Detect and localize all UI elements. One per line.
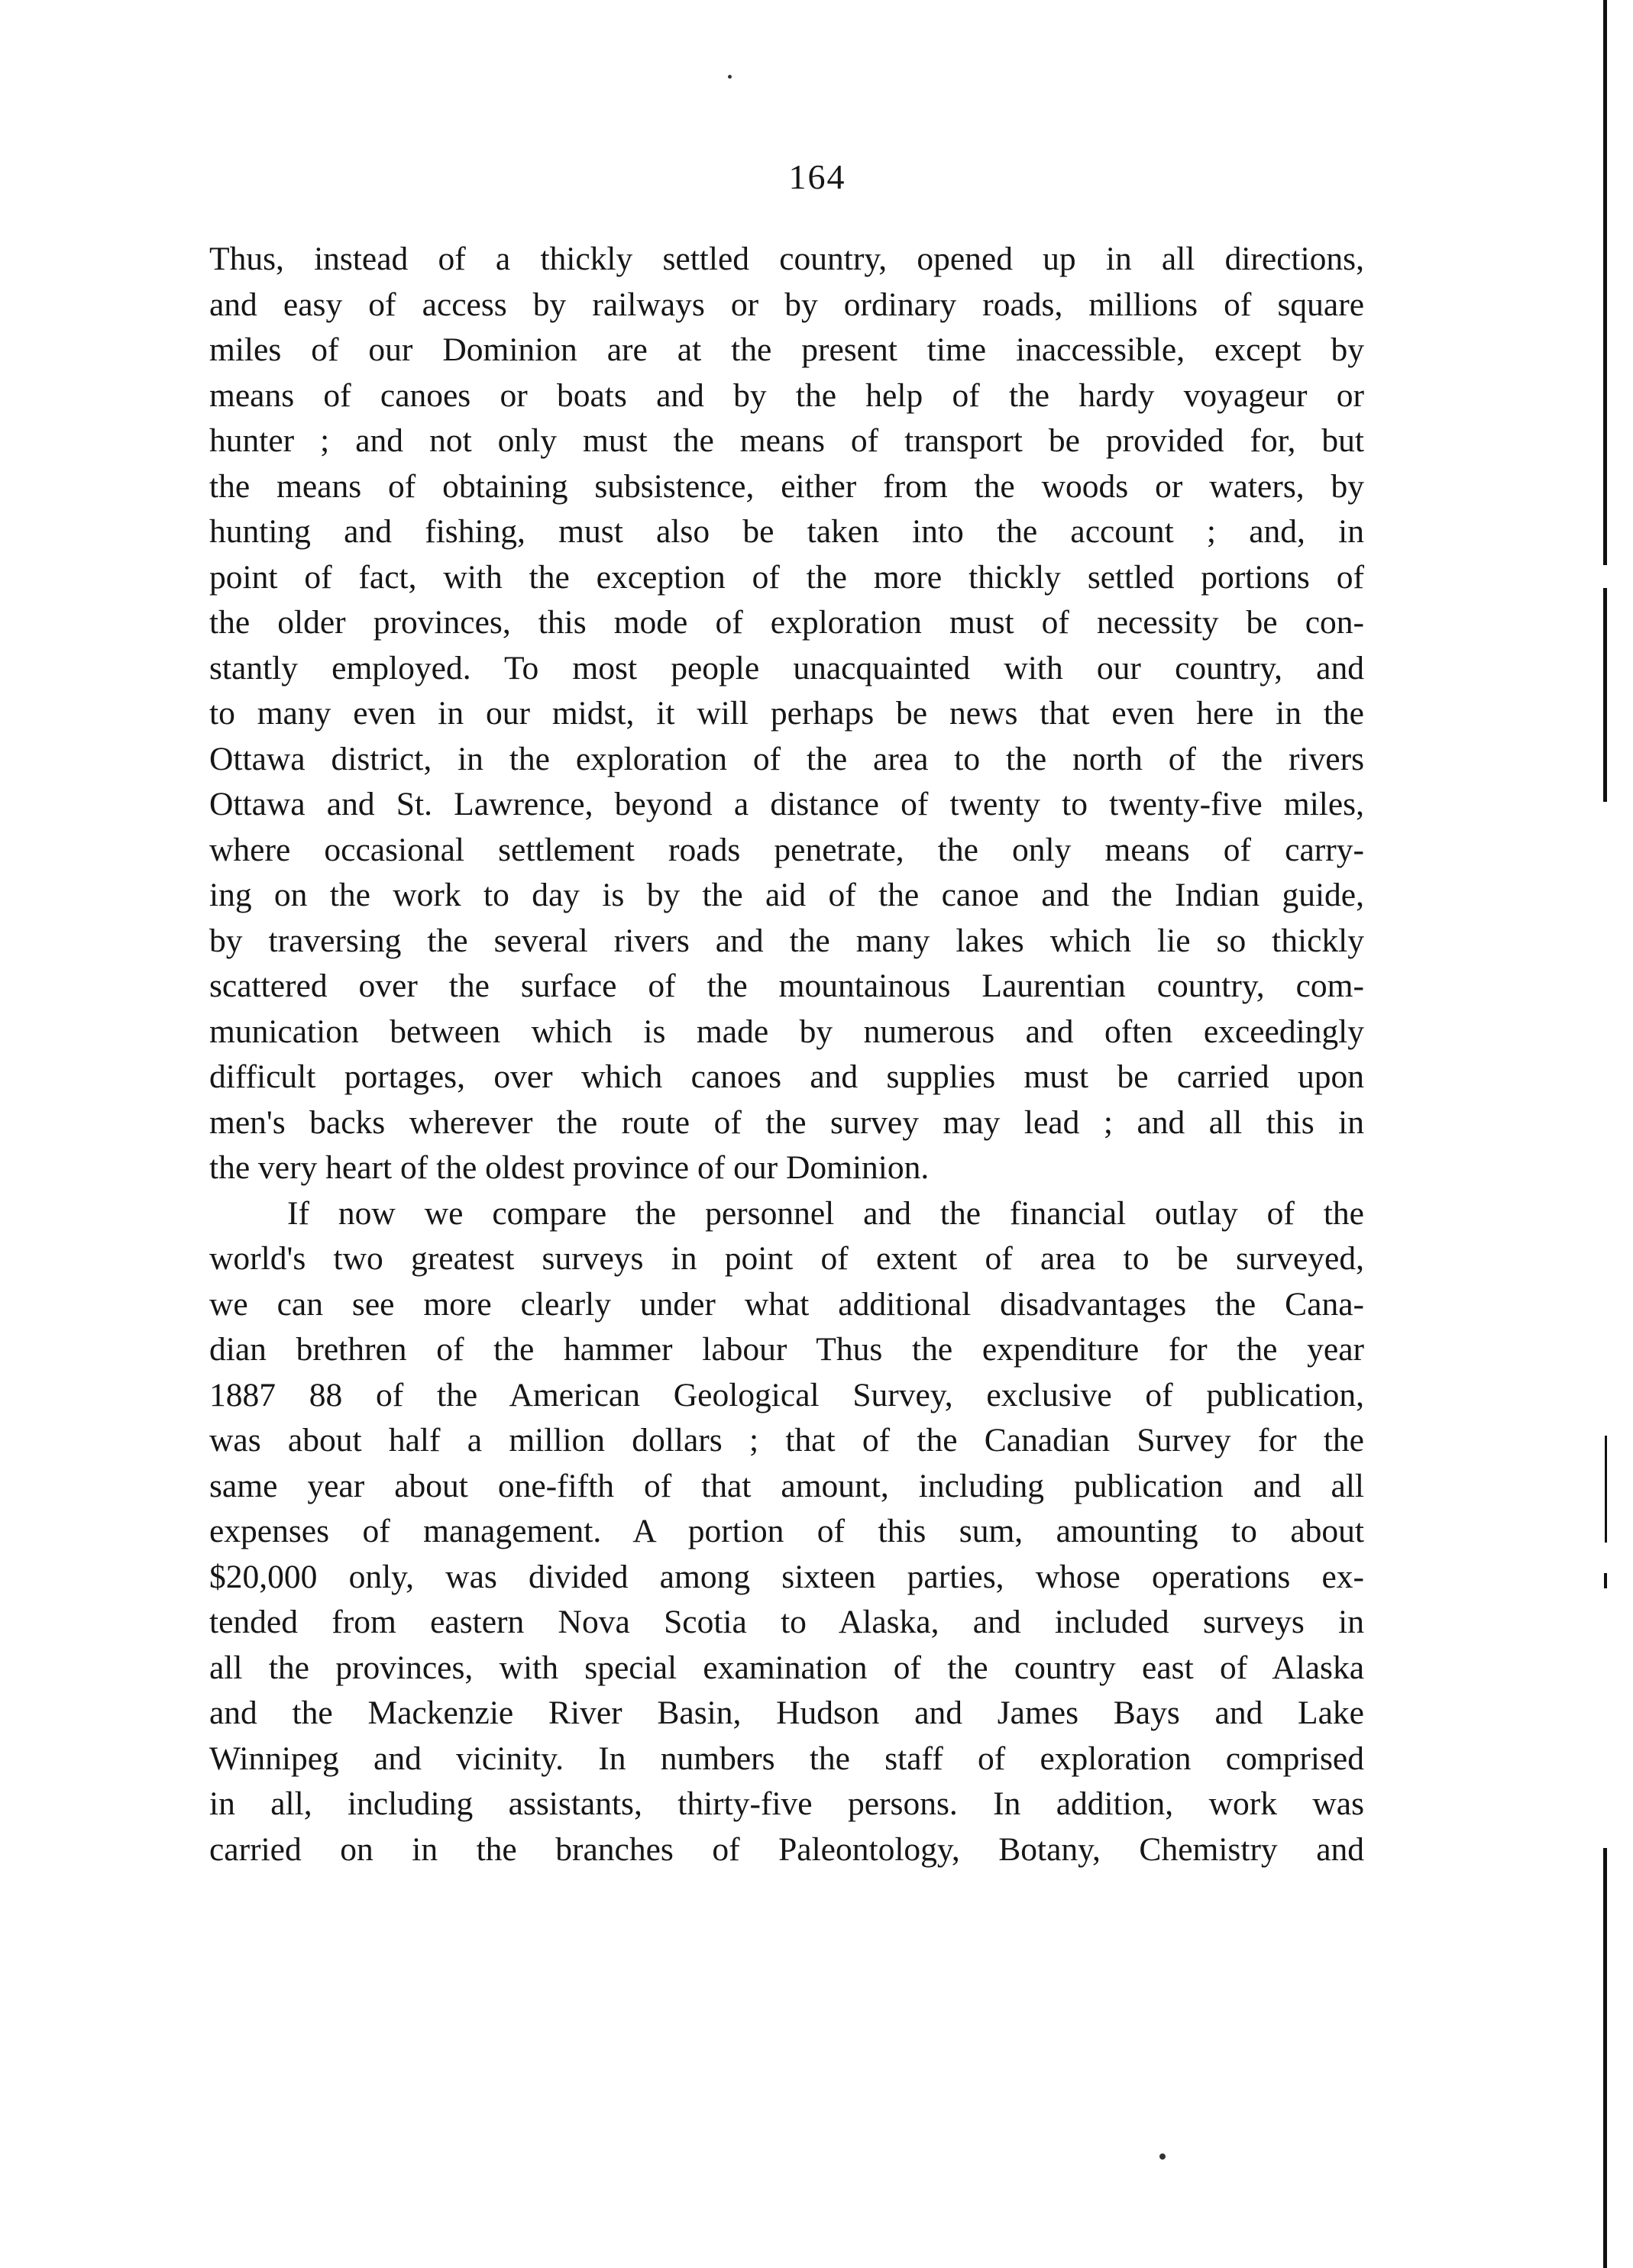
text-line: miles of our Dominion are at the present time inaccessible, except by	[209, 331, 1364, 368]
text-line: was about half a million dollars ; that of the Canadian Survey for the	[209, 1422, 1364, 1459]
text-line: Thus, instead of a thickly settled country, opened up in all directions,	[209, 241, 1364, 277]
binding-edge-mark	[1603, 0, 1607, 565]
binding-edge-mark	[1603, 588, 1607, 802]
text-line: means of canoes or boats and by the help of the hardy voyageur or	[209, 376, 1364, 414]
text-line: stantly employed. To most people unacquainted with our country, and	[209, 649, 1364, 687]
text-line: and easy of access by railways or by ordinary roads, millions of square	[209, 286, 1364, 323]
paragraph	[209, 237, 1364, 1191]
text-line: hunter ; and not only must the means of transport be provided for, but	[209, 422, 1364, 459]
text-line: world's two greatest surveys in point of extent of area to be surveyed,	[209, 1240, 1364, 1277]
text-line: $20,000 only, was divided among sixteen parties, whose operations ex-	[209, 1558, 1364, 1595]
text-line: where occasional settlement roads penetrate, the only means of carry-	[209, 831, 1364, 868]
text-line: Ottawa district, in the exploration of the area to the north of the rivers	[209, 740, 1364, 777]
text-line: and the Mackenzie River Basin, Hudson and James Bays and Lake	[209, 1695, 1364, 1731]
text-line: the older provinces, this mode of exploration must of necessity be con-	[209, 604, 1364, 641]
binding-edge-mark	[1605, 1436, 1607, 1543]
text-line: dian brethren of the hammer labour Thus the expenditure for the year	[209, 1331, 1364, 1368]
text-line: we can see more clearly under what additional disadvantages the Cana-	[209, 1285, 1364, 1323]
binding-edge-mark	[1604, 1573, 1607, 1588]
text-line: 1887 88 of the American Geological Survey, exclusive of publication,	[209, 1376, 1364, 1413]
text-line: by traversing the several rivers and the many lakes which lie so thickly	[209, 922, 1364, 959]
text-line: to many even in our midst, it will perhaps be news that even here in the	[209, 695, 1364, 732]
text-line: same year about one-fifth of that amount, including publication and all	[209, 1467, 1364, 1504]
text-line: Ottawa and St. Lawrence, beyond a distance of twenty to twenty-five miles,	[209, 786, 1364, 822]
text-line: ing on the work to day is by the aid of the canoe and the Indian guide,	[209, 877, 1364, 913]
text-line: the means of obtaining subsistence, either from the woods or waters, by	[209, 467, 1364, 505]
scan-speck	[728, 75, 732, 79]
text-line: expenses of management. A portion of this sum, amounting to about	[209, 1513, 1364, 1549]
text-line: Winnipeg and vicinity. In numbers the staff of exploration comprised	[209, 1740, 1364, 1777]
text-line: all the provinces, with special examination of the country east of Alaska	[209, 1649, 1364, 1686]
scan-speck	[1159, 2153, 1166, 2160]
text-line: hunting and fishing, must also be taken into the account ; and, in	[209, 513, 1364, 550]
text-line: tended from eastern Nova Scotia to Alaska, and included surveys in	[209, 1604, 1364, 1640]
text-line: men's backs wherever the route of the survey may lead ; and all this in	[209, 1103, 1364, 1141]
body-text	[209, 237, 1364, 1872]
text-line: the very heart of the oldest province of our Dominion.	[209, 1149, 930, 1186]
binding-edge-mark	[1603, 1848, 1607, 2268]
page-number: 164	[788, 157, 846, 196]
text-line: carried on in the branches of Paleontology, Botany, Chemistry and	[209, 1830, 1364, 1868]
text-line: scattered over the surface of the mountainous Laurentian country, com-	[209, 968, 1364, 1004]
text-line: If now we compare the personnel and the financial outlay of the	[287, 1194, 1364, 1232]
text-line: point of fact, with the exception of the more thickly settled portions of	[209, 558, 1364, 596]
text-line: munication between which is made by numerous and often exceedingly	[209, 1013, 1364, 1050]
paragraph	[209, 1191, 1364, 1873]
text-line: in all, including assistants, thirty-five persons. In addition, work was	[209, 1785, 1364, 1822]
text-line: difficult portages, over which canoes and supplies must be carried upon	[209, 1058, 1364, 1095]
